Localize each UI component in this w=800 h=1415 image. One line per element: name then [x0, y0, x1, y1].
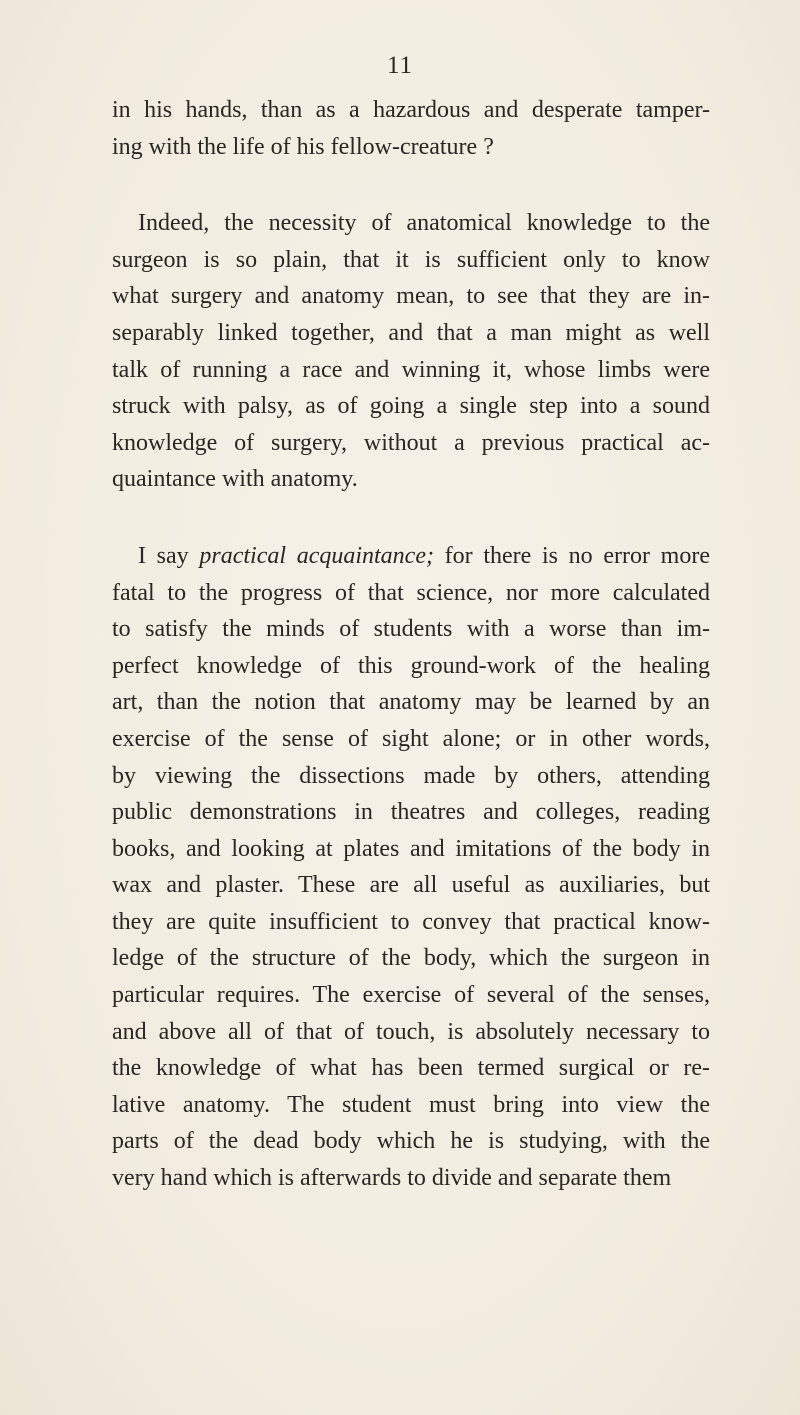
text-line: ing with the life of his fellow-creature ?	[112, 133, 494, 160]
text-line: books, and looking at plates and imitations of the body in	[112, 835, 710, 862]
line-prefix: I say	[138, 542, 200, 569]
text-line: to satisfy the minds of students with a worse than im-	[112, 616, 710, 643]
text-line: by viewing the dissections made by others, attending	[112, 762, 710, 789]
text-line: perfect knowledge of this ground-work of the healing	[112, 652, 710, 679]
text-line	[112, 538, 710, 575]
text-line: public demonstrations in theatres and colleges, reading	[112, 799, 710, 826]
text-line: parts of the dead body which he is studying, with the	[112, 1128, 710, 1155]
text-line: particular requires. The exercise of several of the senses,	[112, 982, 710, 1009]
page-number: 11	[386, 52, 414, 79]
paragraph-1	[112, 92, 710, 165]
text-line: separably linked together, and that a man might as well	[112, 319, 710, 346]
body-text	[112, 92, 710, 1197]
text-line: they are quite insufficient to convey that practical know-	[112, 908, 710, 935]
emphasis-text: practical acquaintance;	[199, 542, 434, 569]
text-line: struck with palsy, as of going a single step into a sound	[112, 393, 710, 420]
text-line: quaintance with anatomy.	[112, 466, 358, 493]
text-line: Indeed, the necessity of anatomical knowledge to the	[138, 210, 710, 237]
text-line: and above all of that of touch, is absolutely necessary to	[112, 1018, 710, 1045]
paragraph-3	[112, 538, 710, 1197]
text-line: exercise of the sense of sight alone; or in other words,	[112, 725, 710, 752]
text-line: art, than the notion that anatomy may be learned by an	[112, 689, 710, 716]
line-suffix: for there is no error more	[433, 542, 710, 569]
text-line: fatal to the progress of that science, nor more calculated	[112, 579, 710, 606]
text-line: what surgery and anatomy mean, to see that they are in-	[112, 283, 710, 310]
paragraph-2	[112, 205, 710, 498]
text-line: talk of running a race and winning it, whose limbs were	[112, 356, 710, 383]
text-line: in his hands, than as a hazardous and desperate tamper-	[112, 97, 710, 123]
text-line: ledge of the structure of the body, which the surgeon in	[112, 945, 710, 972]
text-line: knowledge of surgery, without a previous practical ac-	[112, 429, 710, 456]
text-line: wax and plaster. These are all useful as auxiliaries, but	[112, 872, 710, 899]
text-line: surgeon is so plain, that it is sufficient only to know	[112, 246, 710, 273]
text-line: the knowledge of what has been termed surgical or re-	[112, 1055, 710, 1082]
text-line: very hand which is afterwards to divide and separate them	[112, 1165, 672, 1192]
text-line: lative anatomy. The student must bring into view the	[112, 1091, 710, 1118]
